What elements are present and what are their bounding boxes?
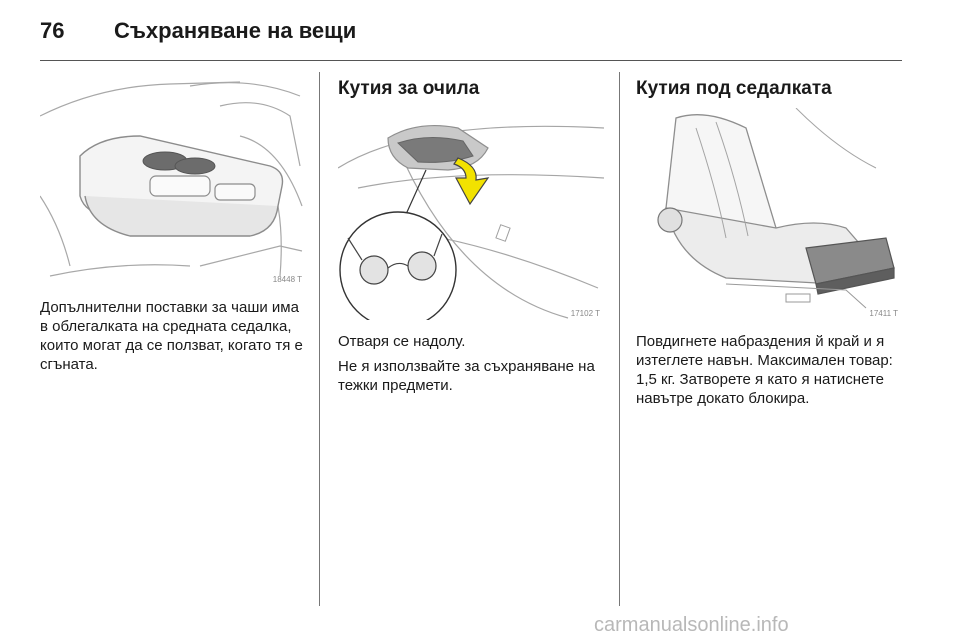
glasses-box-heading: Кутия за очила (338, 78, 480, 99)
glasses-box-illustration (338, 108, 604, 320)
under-seat-box-heading: Кутия под седалката (636, 78, 832, 99)
glasses-box-paragraph-2: Не я използвайте за съхраняване на тежки предмети. (338, 358, 595, 394)
glasses-box-paragraph-1: Отваря се надолу. (338, 333, 466, 350)
cupholder-description: Допълнителни поставки за чаши има в облегалката на средната седалка, които могат да се ползват, когато тя е сгъната. (40, 299, 303, 373)
header-rule (40, 60, 902, 61)
column-divider-1 (319, 72, 320, 606)
column-3 (636, 78, 906, 100)
under-seat-box-description: Повдигнете набраздения й край и я изтеглете навън. Максимален товар: 1,5 кг. Затворете я като я натиснете навътре докато блокира. (636, 333, 893, 407)
figure-code-2: 17102 T (570, 309, 600, 318)
glasses-box-drawing (338, 108, 604, 320)
column-1-text (40, 298, 310, 374)
watermark-text: carmanualsonline.info (594, 614, 789, 636)
page-header (40, 14, 902, 50)
column-2-text (338, 332, 610, 395)
column-2 (338, 78, 608, 100)
cupholder-illustration (40, 76, 306, 286)
chapter-title: Съхраняване на вещи (114, 18, 357, 43)
column-3-text (636, 332, 908, 408)
figure-code-1: 18448 T (272, 275, 302, 284)
figure-code-3: 17411 T (869, 309, 898, 318)
cupholder-drawing (40, 76, 306, 286)
under-seat-box-drawing (636, 108, 902, 320)
column-divider-2 (619, 72, 620, 606)
under-seat-box-illustration (636, 108, 902, 320)
page-number: 76 (40, 18, 65, 43)
